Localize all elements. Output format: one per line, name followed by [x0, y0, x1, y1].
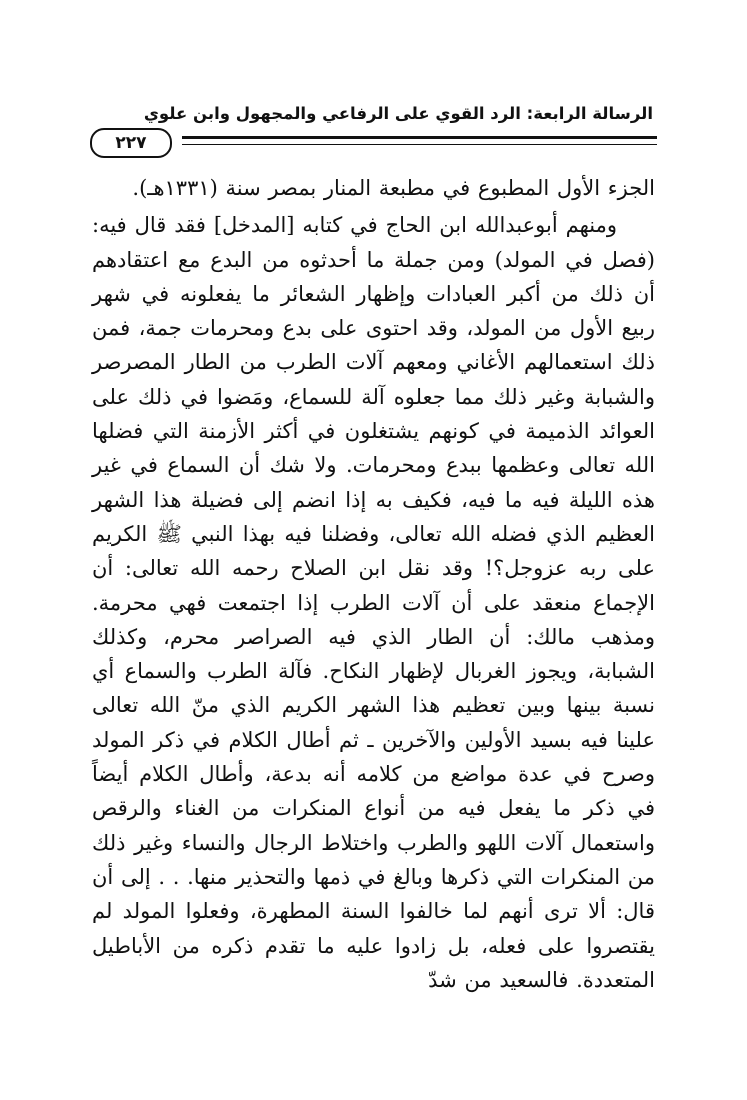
- paragraph-intro: الجزء الأول المطبوع في مطبعة المنار بمصر سنة (١٣٣١هـ).: [132, 176, 655, 200]
- page-number-badge: ٢٢٧: [90, 128, 172, 158]
- header-rule-row: [90, 128, 657, 158]
- header-double-rule: [182, 136, 657, 145]
- body-text: [92, 171, 655, 997]
- running-head-title: الرسالة الرابعة: الرد القوي على الرفاعي والمجهول وابن علوي: [143, 104, 653, 123]
- paragraph-ibn-alhajj: ومنهم أبوعبدالله ابن الحاج في كتابه [المدخل] فقد قال فيه: (فصل في المولد) ومن جملة ما أحدثوه من البدع مع اعتقادهم أن ذلك من أكبر العبادات وإظهار الشعائر ما يفعلونه في شهر ربيع الأول من المولد، وقد احتوى على بدع ومحرمات جمة، فمن ذلك استعمالهم الأغاني ومعهم آلات الطرب من الطار المصرصر والشبابة وغير ذلك مما جعلوه آلة للسماع، ومَضوا في ذلك على العوائد الذميمة في كونهم يشتغلون في أكثر الأزمنة التي فضلها الله تعالى وعظمها ببدع ومحرمات. ولا شك أن السماع في غير هذه الليلة فيه ما فيه، فكيف به إذا انضم إلى فضيلة هذا الشهر العظيم الذي فضله الله تعالى، وفضلنا فيه بهذا النبي ﷺ الكريم على ربه عزوجل؟! وقد نقل ابن الصلاح رحمه الله تعالى: أن الإجماع منعقد على أن آلات الطرب إذا اجتمعت فهي محرمة. ومذهب مالك: أن الطار الذي فيه الصراصر محرم، وكذلك الشبابة، ويجوز الغربال لإظهار النكاح. فآلة الطرب والسماع أي نسبة بينها وبين تعظيم هذا الشهر الكريم الذي منّ الله تعالى علينا فيه بسيد الأولين والآخرين ـ ثم أطال الكلام في ذكر المولد وصرح في عدة مواضع من كلامه أنه بدعة، وأطال الكلام أيضاً في ذكر ما يفعل فيه من أنواع المنكرات من الغناء والرقص واستعمال آلات اللهو والطرب واختلاط الرجال والنساء وغير ذلك من المنكرات التي ذكرها وبالغ في ذمها والتحذير منها. . . إلى أن قال: ألا ترى أنهم لما خالفوا السنة المطهرة، وفعلوا المولد لم يقتصروا على فعله، بل زادوا عليه ما تقدم ذكره من الأباطيل المتعددة. فالسعيد من شدّ: [92, 213, 655, 992]
